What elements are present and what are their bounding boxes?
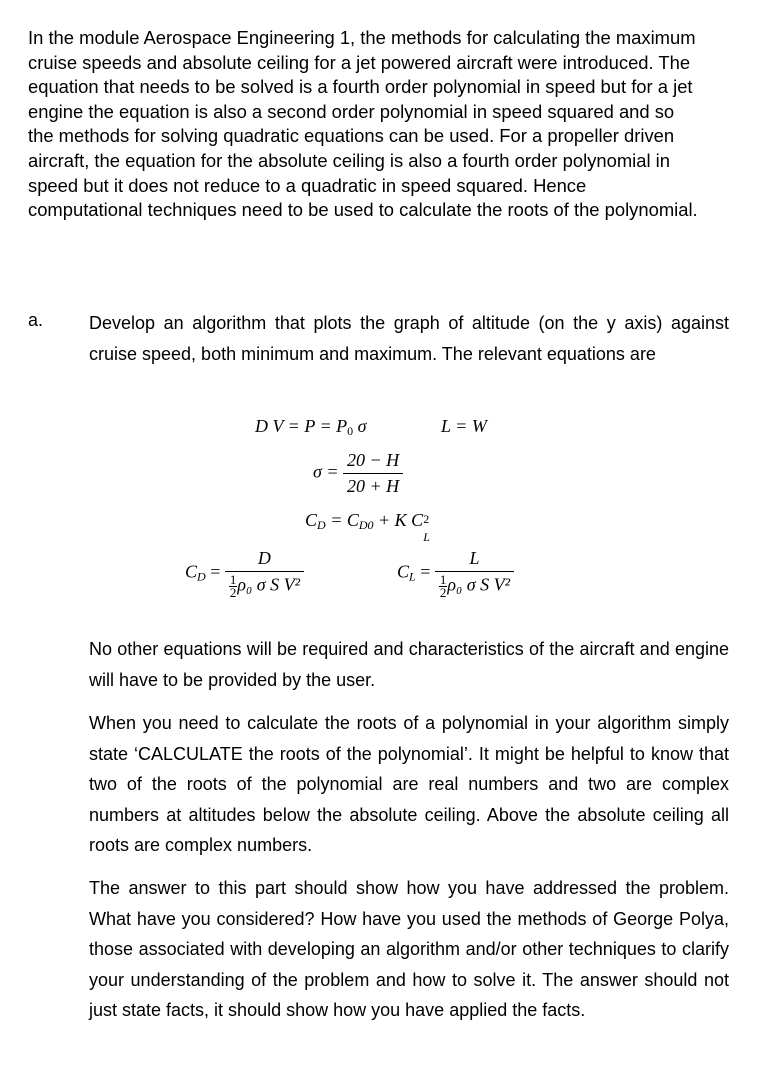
paragraph-user-input: No other equations will be required and characteristics of the aircraft and engine will have to be provided by the user.: [89, 639, 729, 690]
intro-paragraph: [28, 26, 733, 223]
intro-line: cruise speeds and absolute ceiling for a jet powered aircraft were introduced. The: [28, 51, 691, 73]
equation-cd-definition: [185, 548, 304, 599]
equations-block: [0, 410, 757, 600]
sigma-lhs: σ =: [313, 461, 339, 482]
intro-line: aircraft, the equation for the absolute ceiling is also a fourth order polynomial in: [28, 149, 670, 171]
superscript: 2: [423, 512, 430, 526]
sigma-denominator: 20 + H: [347, 476, 400, 496]
subscript: L: [409, 569, 416, 584]
cd-fraction: [225, 548, 304, 599]
equals-sign: =: [415, 561, 431, 582]
paragraph-method: The answer to this part should show how you have addressed the problem. What have you considered? How have you used the methods of George Polya, those associated with developing an algorithm and/or other techniques to clarify your understanding of the problem and how to solve it. The answer should not just state facts, it should show how you have applied the facts.: [89, 878, 729, 1020]
intro-line: the methods for solving quadratic equations can be used. For a propeller driven: [28, 125, 675, 147]
subscript: D0: [358, 518, 374, 532]
equals-sign: =: [205, 561, 221, 582]
sigma: σ: [353, 416, 367, 436]
half-fraction: $\frac{1}{2}$: [439, 572, 447, 600]
cl-numerator: L: [435, 548, 514, 572]
paragraph-roots: When you need to calculate the roots of a polynomial in your algorithm simply state ‘CALCULATE the roots of the polynomial’. It might be helpful to know that two of the roots of the polynomial are real numbers and two are complex numbers at altitudes below the absolute ceiling. Above the absolute ceiling all roots are complex numbers.: [89, 713, 729, 855]
intro-line: computational techniques need to be used to calculate the roots of the polynomial.: [28, 199, 698, 221]
subscript: D: [197, 569, 206, 584]
equation-power-lhs: D V = P = P: [255, 416, 348, 436]
sigma-fraction: [343, 450, 403, 497]
intro-line: In the module Aerospace Engineering 1, the methods for calculating the maximum: [28, 27, 696, 48]
half-fraction: $\frac{1}{2}$: [229, 572, 237, 600]
question-label: a.: [28, 310, 44, 330]
cd-symbol: C: [185, 561, 198, 582]
cl-fraction: [435, 548, 514, 599]
equation-lift-weight-text: L = W: [441, 416, 487, 436]
cd-denominator: [225, 572, 304, 599]
cd-symbol: C: [305, 510, 318, 530]
intro-line: speed but it does not reduce to a quadratic in speed squared. Hence: [28, 174, 587, 196]
equation-lift-weight: [441, 416, 487, 437]
equation-cl-definition: [397, 548, 514, 599]
subscript: 0: [347, 424, 354, 438]
cd0-symbol: = C: [325, 510, 359, 530]
cl-symbol: C: [397, 561, 410, 582]
cd-denominator-terms: ρ₀ σ S V²: [237, 574, 301, 595]
intro-line: engine the equation is also a second order polynomial in speed squared and so: [28, 100, 675, 122]
equation-drag-polar: [305, 510, 433, 544]
question-text: Develop an algorithm that plots the graph of altitude (on the y axis) against cruise speed, both minimum and maximum. The relevant equations are: [89, 313, 729, 364]
intro-line: equation that needs to be solved is a fourth order polynomial in speed but for a jet: [28, 76, 693, 98]
subscript: L: [423, 530, 430, 544]
cd-numerator: D: [225, 548, 304, 572]
equation-power: [255, 416, 367, 439]
subscript: D: [317, 518, 326, 532]
sigma-numerator: 20 − H: [343, 450, 403, 474]
equation-sigma: [313, 450, 403, 497]
kcl-term: + K C: [373, 510, 424, 530]
cl-denominator: [435, 572, 514, 599]
cl-denominator-terms: ρ₀ σ S V²: [447, 574, 511, 595]
